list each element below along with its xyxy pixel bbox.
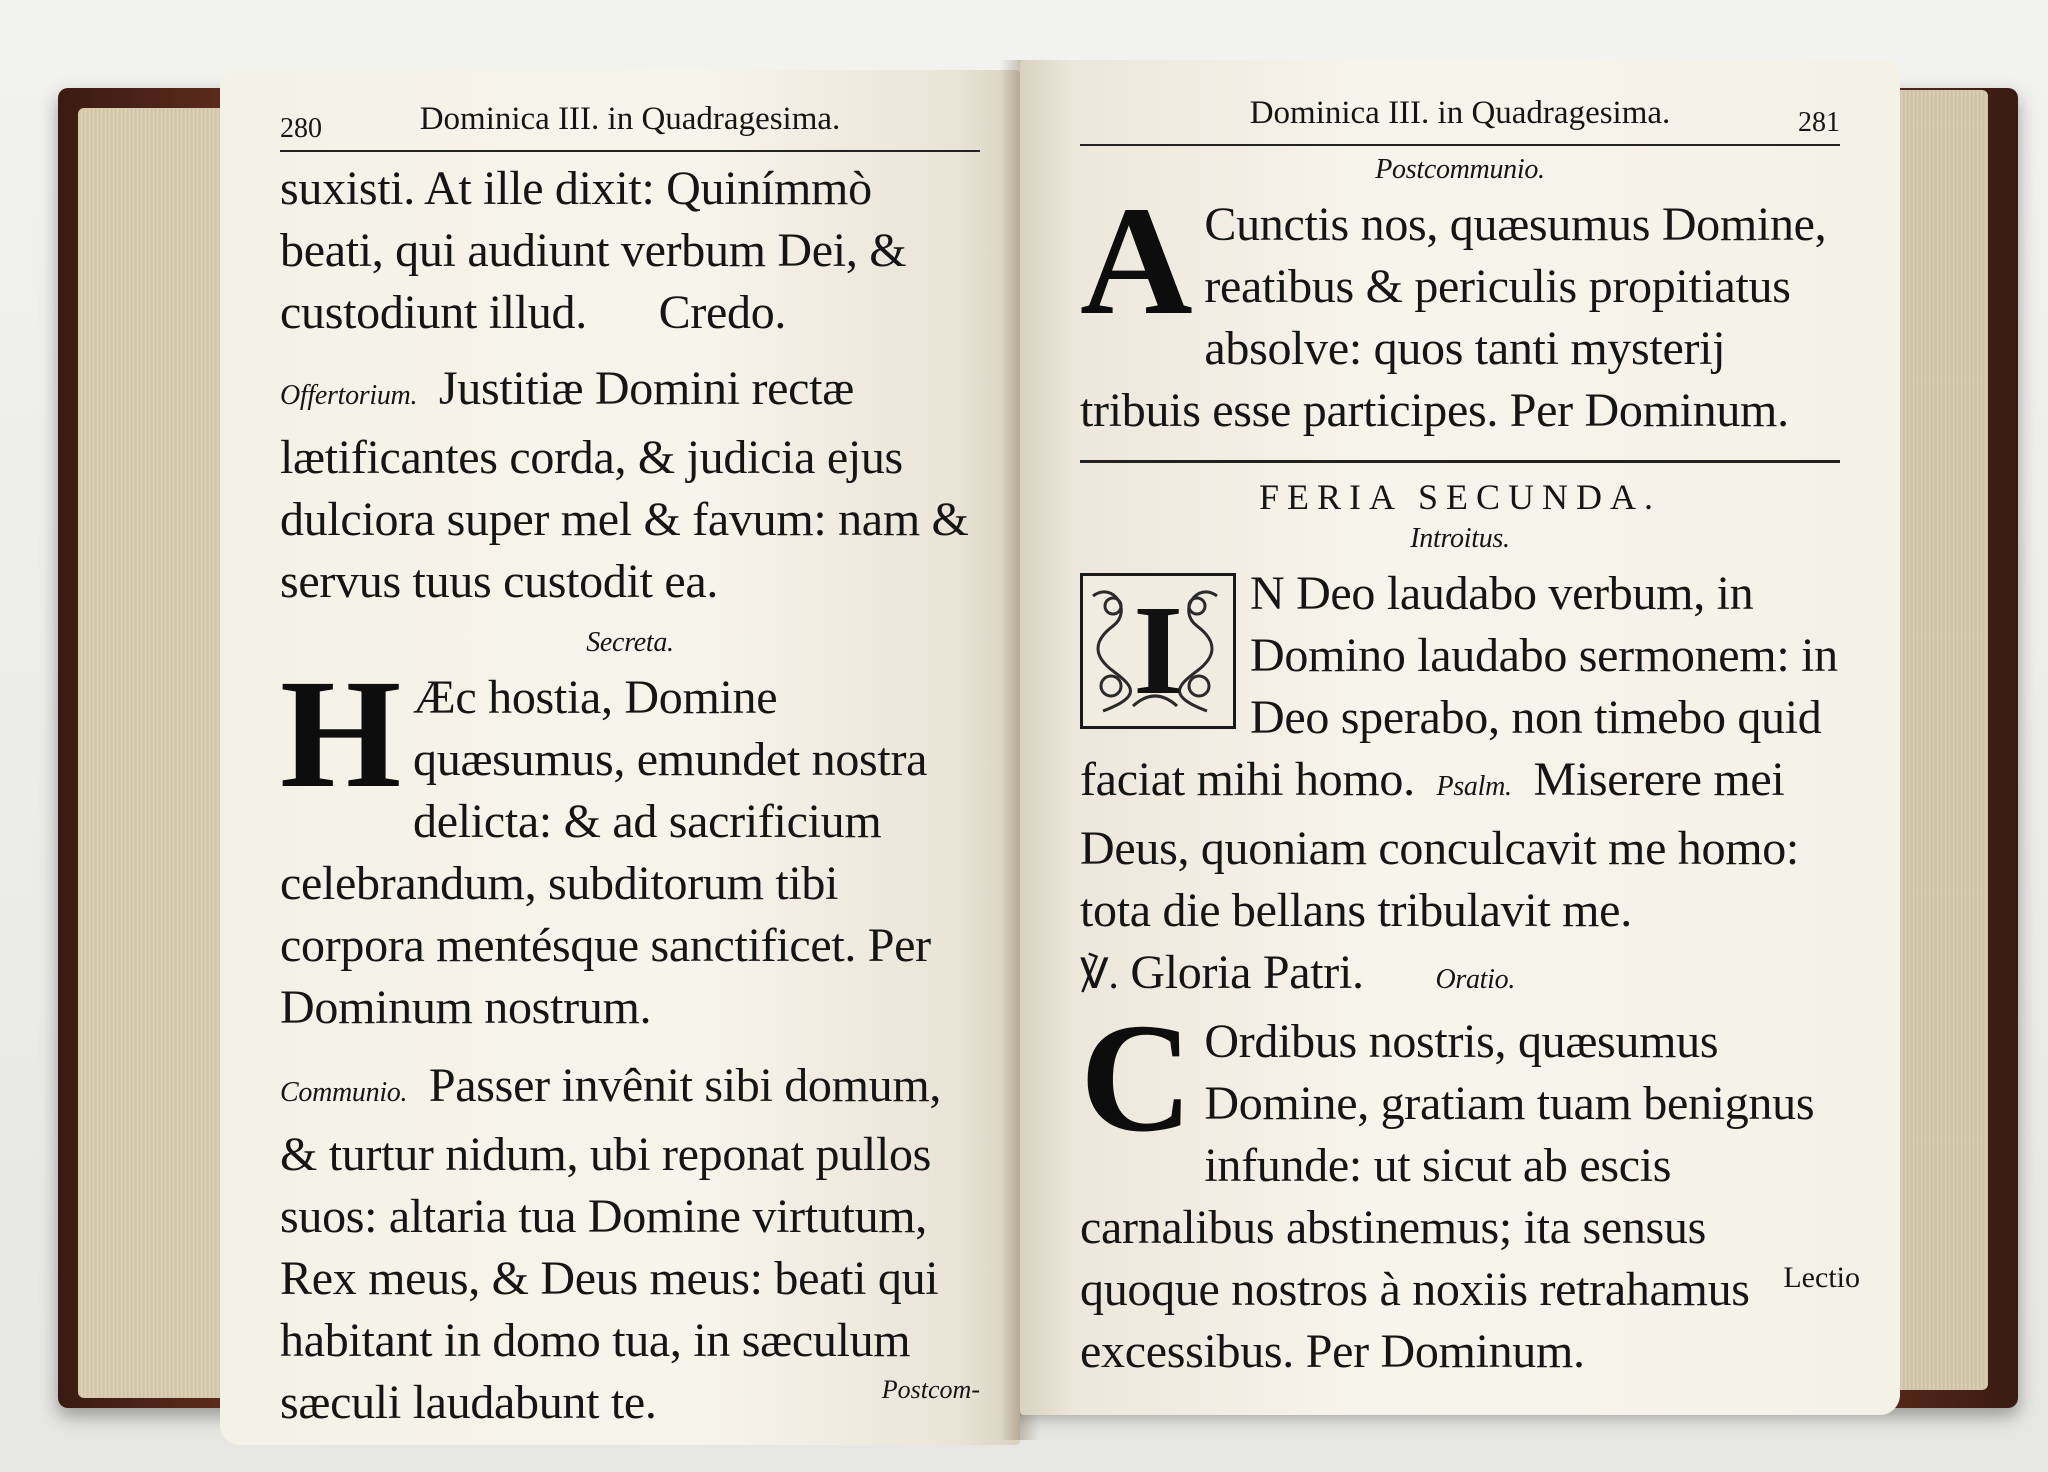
credo: Credo. xyxy=(658,286,787,339)
gloria-line xyxy=(1080,942,1840,1011)
right-body xyxy=(1080,150,1840,1383)
oratio-paragraph xyxy=(1080,991,1840,1383)
left-running-head xyxy=(280,92,980,152)
postcommunio-paragraph xyxy=(1080,174,1840,442)
right-page xyxy=(1020,60,1900,1415)
introitus-text: N Deo laudabo verbum, in Domino laudabo sermonem: in Deo sperabo, non timebo quid faciat mihi homo. xyxy=(1080,567,1838,806)
gloria-text: Gloria Patri. xyxy=(1130,946,1364,999)
secreta-text: Æc hostia, Domine quæsumus, emundet nostra delicta: & ad sacrificium celebrandum, subditorum tibi corpora mentésque sanctificet. Per Dominum nostrum. xyxy=(280,671,931,1034)
psalm-text: Miserere mei Deus, quoniam conculcavit me homo: tota die bellans tribulavit me. xyxy=(1080,753,1799,937)
introitus-initial: I xyxy=(1133,579,1183,721)
left-body xyxy=(280,158,980,1434)
offertorium-label: Offertorium. xyxy=(280,380,418,411)
postcommunio-label: Postcommunio. xyxy=(1375,154,1545,185)
offertorium-paragraph xyxy=(280,358,980,613)
offertorium-text: Justitiæ Domini rectæ lætificantes corda, & judicia ejus dulciora super mel & favum: nam & servus tuus custodit ea. xyxy=(280,362,969,608)
communio-label: Communio. xyxy=(280,1077,408,1108)
left-intro-text xyxy=(280,158,980,344)
versicle-symbol: ℣. xyxy=(1080,952,1119,998)
left-catchword: Postcom- xyxy=(881,1375,980,1404)
secreta-drop-initial: H xyxy=(280,647,402,820)
right-page-number: 281 xyxy=(1798,107,1840,138)
left-page-number: 280 xyxy=(280,113,322,144)
secreta-label: Secreta. xyxy=(586,627,674,658)
communio-paragraph xyxy=(280,1055,980,1434)
right-running-title: Dominica III. in Quadragesima. xyxy=(1249,95,1671,131)
right-running-head xyxy=(1080,86,1840,146)
secreta-paragraph xyxy=(280,647,980,1039)
oratio-drop-initial: C xyxy=(1080,991,1193,1164)
left-running-title: Dominica III. in Quadragesima. xyxy=(419,101,841,137)
introitus-paragraph xyxy=(1080,563,1840,942)
postcommunio-drop-initial: A xyxy=(1080,174,1193,347)
communio-text: Passer invênit sibi domum, & turtur nidum, ubi reponat pullos suos: altaria tua Domine virtutum, Rex meus, & Deus meus: beati qui habitant in domo tua, in sæculum sæculi laudabunt te. xyxy=(280,1059,942,1429)
postcommunio-text: Cunctis nos, quæsumus Domine, reatibus & periculis propitiatus absolve: quos tanti mysterij tribuis esse participes. Per Dominum. xyxy=(1080,198,1827,437)
intro-lines: suxisti. At ille dixit: Quinímmò beati, qui audiunt verbum Dei, & custodiunt illud. xyxy=(280,162,907,339)
right-catchword: Lectio xyxy=(1783,1261,1860,1294)
left-page-edges xyxy=(78,108,238,1398)
introitus-label: Introitus. xyxy=(1410,523,1510,554)
section-rule xyxy=(1080,460,1840,463)
left-page xyxy=(220,70,1020,1445)
oratio-label: Oratio. xyxy=(1435,964,1516,995)
psalm-label: Psalm. xyxy=(1436,771,1512,802)
ornamental-initial xyxy=(1080,573,1236,729)
feria-heading: FERIA SECUNDA. xyxy=(1258,477,1662,517)
oratio-text: Ordibus nostris, quæsumus Domine, gratiam tuam benignus infunde: ut sicut ab escis carnalibus abstinemus; ita sensus quoque nostros à noxiis retrahamus excessibus. Per Dominum. xyxy=(1080,1015,1815,1378)
